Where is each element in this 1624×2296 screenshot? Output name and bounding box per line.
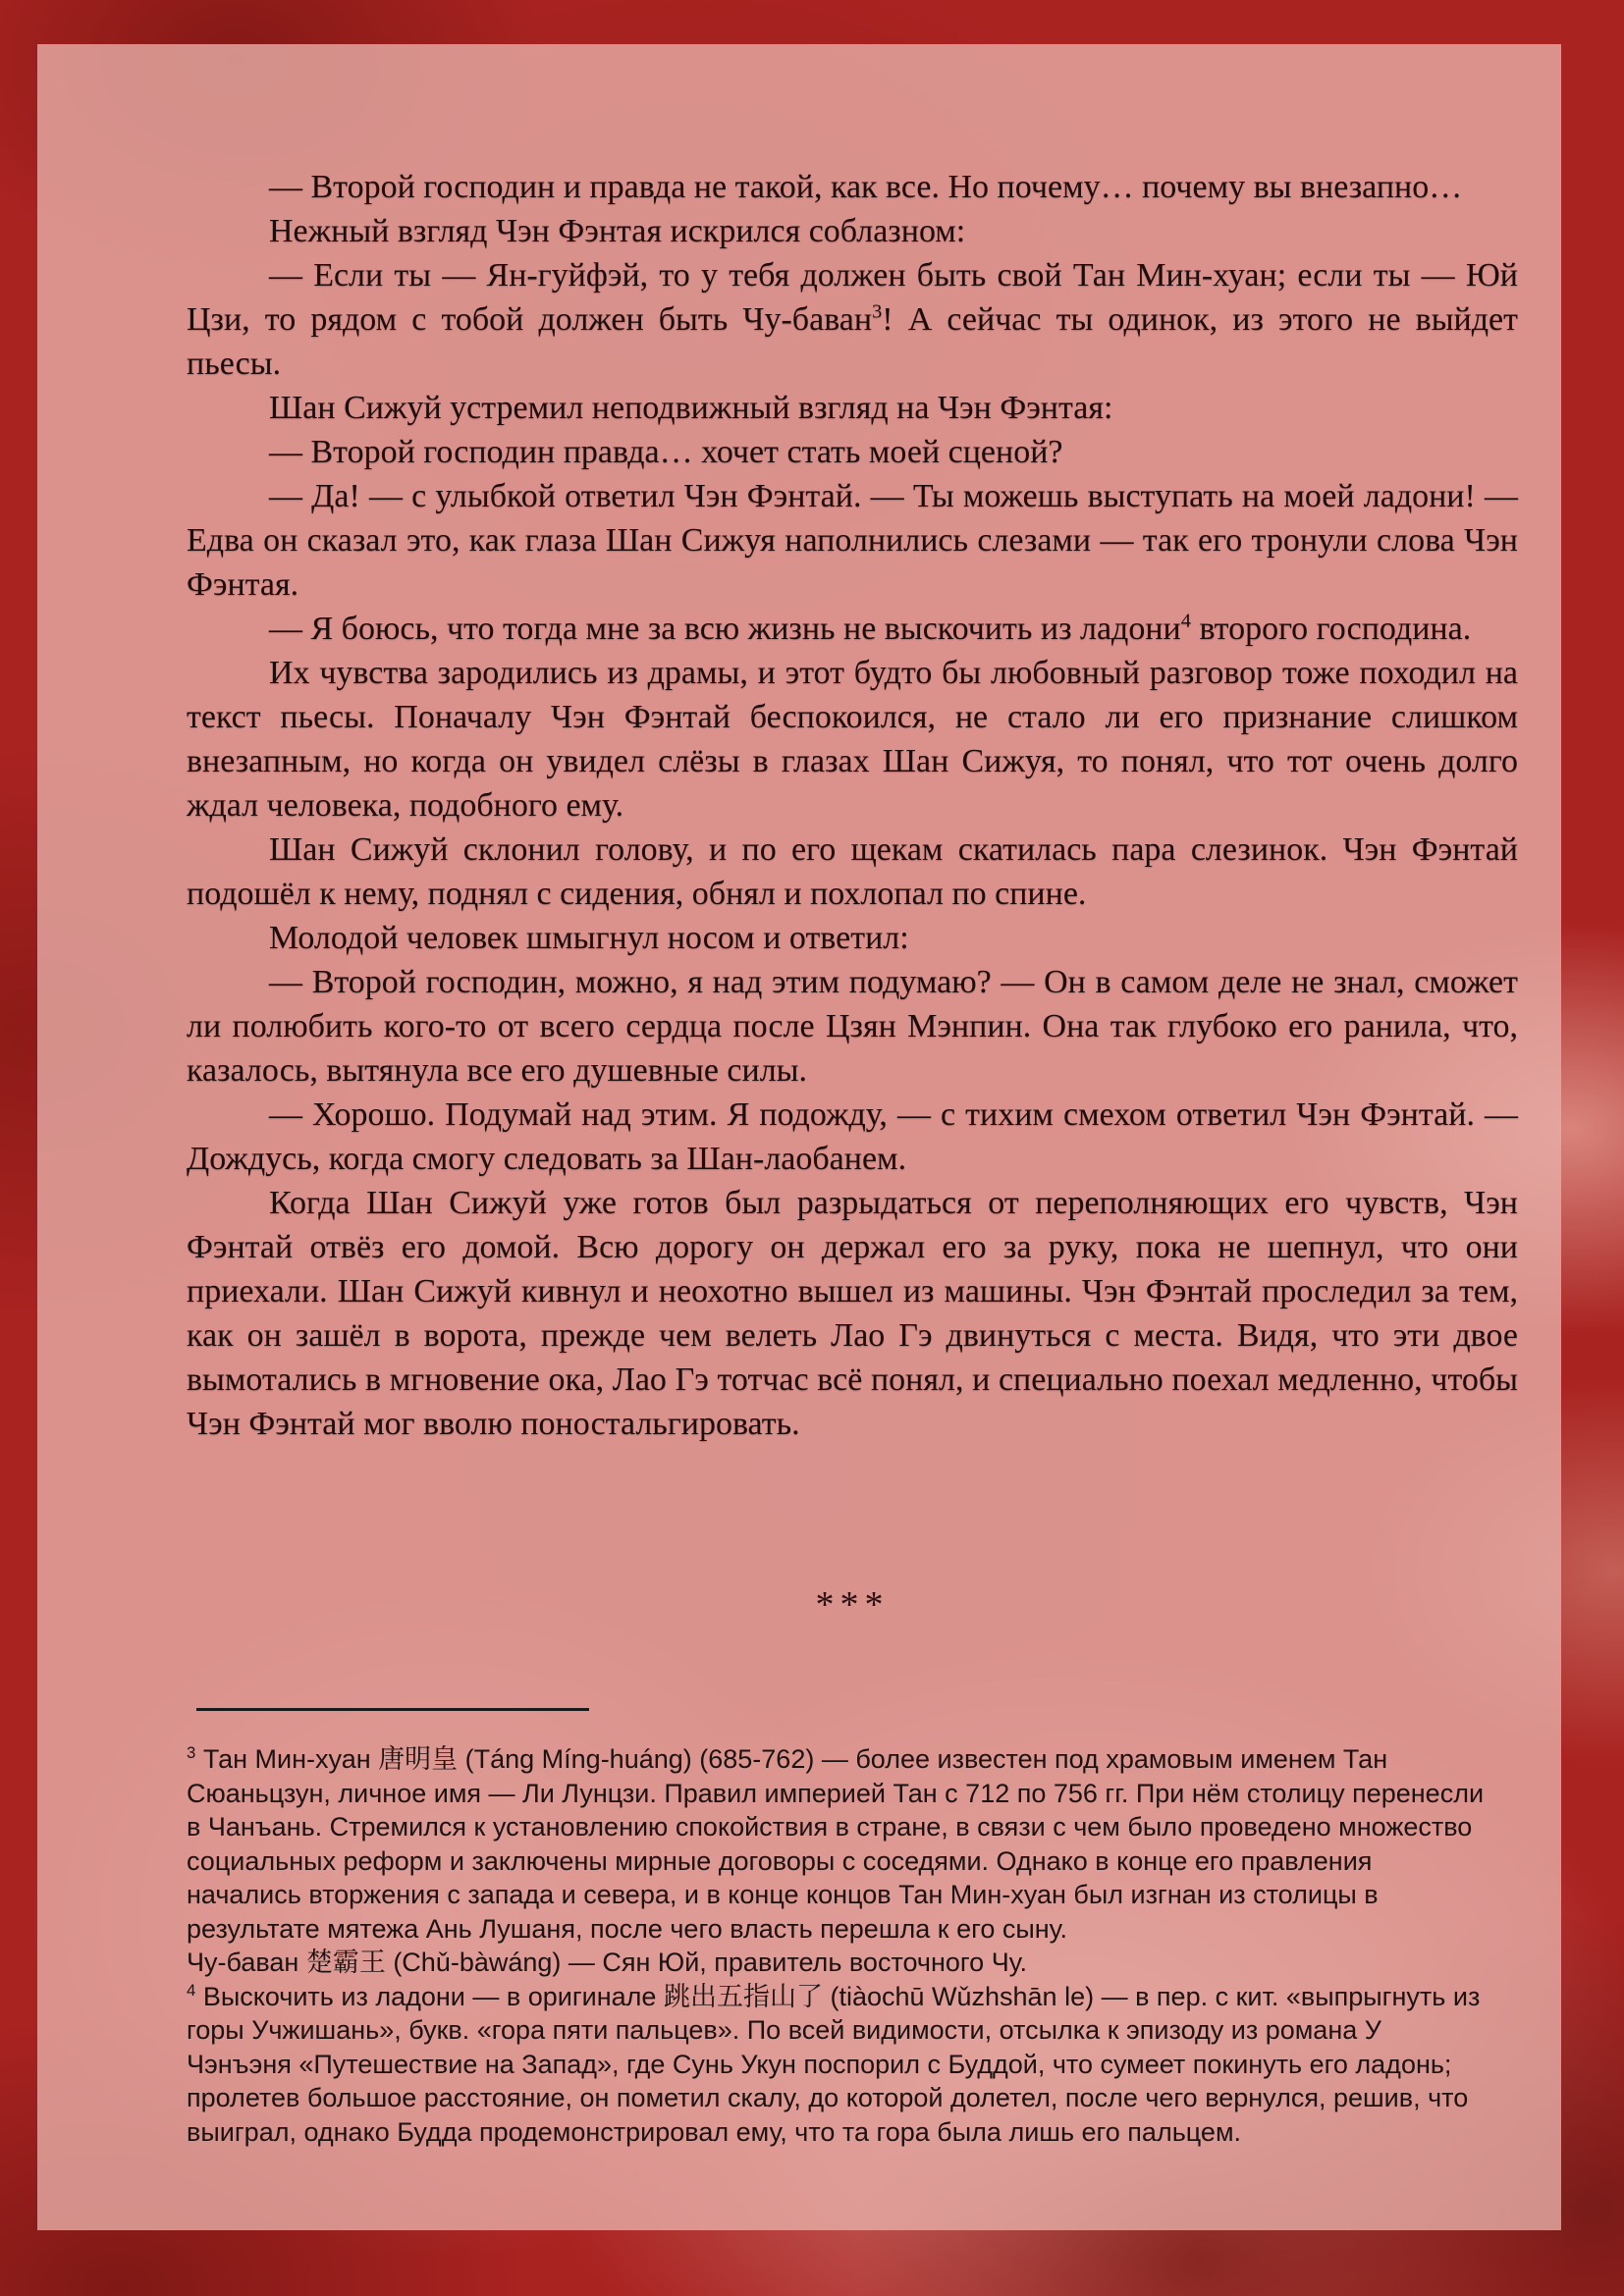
paragraph: Шан Сижуй склонил голову, и по его щекам скатилась пара слезинок. Чэн Фэнтай подошёл к нему, поднял с сидения, обнял и похлопал по спине. bbox=[187, 831, 1518, 912]
paragraph: — Да! — с улыбкой ответил Чэн Фэнтай. — Ты можешь выступать на моей ладони! — Едва он сказал это, как глаза Шан Сижуя наполнились слезами — так его тронули слова Чэн Фэнтая. bbox=[187, 478, 1518, 603]
footnote-ref: 4 bbox=[1180, 610, 1191, 632]
paragraph: Когда Шан Сижуй уже готов был разрыдаться от переполняющих его чувств, Чэн Фэнтай отвёз его домой. Всю дорогу он держал его за руку, пока не шепнул, что они приехали. Шан Сижуй кивнул и неохотно вышел из машины. Чэн Фэнтай проследил за тем, как он зашёл в ворота, прежде чем велеть Лао Гэ двинуться с места. Видя, что эти двое вымотались в мгновение ока, Лао Гэ тотчас всё понял, и специально поехал медленно, чтобы Чэн Фэнтай мог вволю поностальгировать. bbox=[187, 1185, 1518, 1442]
paragraph: Шан Сижуй устремил неподвижный взгляд на Чэн Фэнтая: bbox=[269, 390, 1113, 426]
footnote: $^4$ Выскочить из ладони — в оригинале 跳出五指山了 (tiàochū Wǔzhshān le) — в пер. с кит. «выпрыгнуть из горы Учжишань», букв. «гора пяти пальцев». По всей видимости, отсылка к эпизоду из романа У Чэнъэня «Путешествие на Запад», где Сунь Укун поспорил с Буддой, что сумеет покинуть его ладонь; пролетев большое расстояние, он пометил скалу, до которой долетел, после чего вернулся, решив, что выиграл, однако Будда продемонстрировал ему, что та гора была лишь его пальцем. bbox=[187, 1980, 1481, 2147]
body-text bbox=[187, 165, 1518, 1446]
paragraph: — Второй господин и правда не такой, как все. Но почему… почему вы внезапно… bbox=[269, 169, 1463, 205]
paragraph: — Второй господин, можно, я над этим подумаю? — Он в самом деле не знал, сможет ли полюбить кого-то от всего сердца после Цзян Мэнпин. Она так глубоко его ранила, что, казалось, вытянула все его душевные силы. bbox=[187, 964, 1518, 1089]
paragraph: Их чувства зародились из драмы, и этот будто бы любовный разговор тоже походил на текст пьесы. Поначалу Чэн Фэнтай беспокоился, не стало ли его признание слишком внезапным, но когда он увидел слёзы в глазах Шан Сижуя, то понял, что тот очень долго ждал человека, подобного ему. bbox=[187, 655, 1518, 824]
content-panel bbox=[37, 44, 1561, 2230]
section-separator: *** bbox=[815, 1584, 890, 1626]
footnote-marker: 4 bbox=[187, 1980, 196, 2000]
footnote: $^3$ Тан Мин-хуан 唐明皇 (Táng Míng-huáng) (685-762) — более известен под храмовым именем Тан Сюаньцзун, личное имя — Ли Лунцзи. Правил империей Тан с 712 по 756 гг. При нём столицу перенесли в Чанъань. Стремился к установлению спокойствия в стране, в связи с чем было проведено множество социальных реформ и заключены мирные договоры с соседями. Однако в конце его правления начались вторжения с запада и севера, и в конце концов Тан Мин-хуан был изгнан из столицы в результате мятежа Ань Лушаня, после чего власть перешла к его сыну. bbox=[187, 1743, 1485, 1944]
paragraph: Нежный взгляд Чэн Фэнтая искрился соблазном: bbox=[269, 213, 966, 249]
paragraph: — Если ты — Ян-гуйфэй, то у тебя должен быть свой Тан Мин-хуан; если ты — Юй Цзи, то рядом с тобой должен быть Чу-баван$^3$! А сейчас ты одинок, из этого не выйдет пьесы. bbox=[187, 257, 1518, 382]
footnotes-block bbox=[187, 1708, 1485, 2149]
footnote-rule bbox=[196, 1708, 589, 1711]
footnote-list bbox=[187, 1742, 1485, 2149]
footnote-ref: 3 bbox=[872, 300, 883, 323]
paragraph: — Я боюсь, что тогда мне за всю жизнь не выскочить из ладони$^4$ второго господина. bbox=[269, 610, 1472, 647]
paragraph: — Второй господин правда… хочет стать моей сценой? bbox=[269, 434, 1063, 470]
paragraph: — Хорошо. Подумай над этим. Я подожду, — с тихим смехом ответил Чэн Фэнтай. — Дождусь, когда смогу следовать за Шан-лаобанем. bbox=[187, 1096, 1518, 1177]
footnote: Чу-баван 楚霸王 (Chǔ-bàwáng) — Сян Юй, правитель восточного Чу. bbox=[187, 1948, 1027, 1977]
footnote-marker: 3 bbox=[187, 1743, 196, 1762]
paragraph: Молодой человек шмыгнул носом и ответил: bbox=[269, 920, 909, 956]
